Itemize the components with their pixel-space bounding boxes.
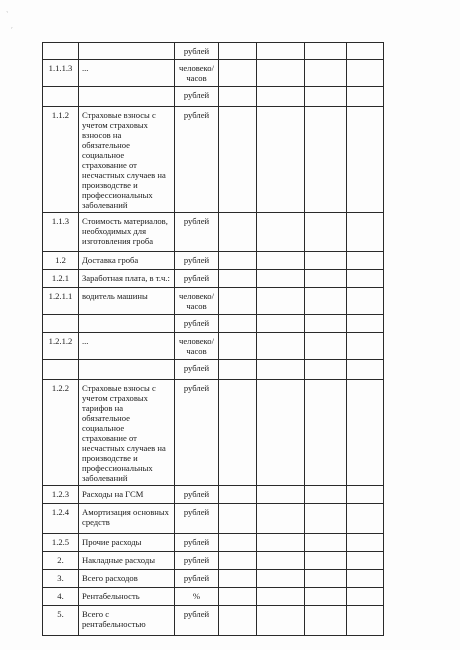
value-cell bbox=[305, 252, 347, 270]
scan-mark: ˏ bbox=[10, 22, 13, 29]
table-row bbox=[43, 270, 384, 288]
value-cell bbox=[257, 107, 305, 213]
value-cell bbox=[305, 588, 347, 606]
value-cell bbox=[219, 606, 257, 636]
item-name-cell: ... bbox=[79, 333, 175, 360]
value-cell bbox=[219, 380, 257, 486]
table-row bbox=[43, 43, 384, 60]
value-cell bbox=[347, 43, 384, 60]
value-cell bbox=[219, 333, 257, 360]
unit-cell: рублей bbox=[175, 270, 219, 288]
row-number-cell: 3. bbox=[43, 570, 79, 588]
value-cell bbox=[257, 606, 305, 636]
unit-cell: рублей bbox=[175, 504, 219, 534]
value-cell bbox=[305, 213, 347, 252]
row-number-cell: 1.1.2 bbox=[43, 107, 79, 213]
scan-mark: ˎ bbox=[6, 6, 9, 13]
row-number-cell: 1.2.3 bbox=[43, 486, 79, 504]
value-cell bbox=[219, 270, 257, 288]
value-cell bbox=[219, 213, 257, 252]
value-cell bbox=[347, 315, 384, 333]
value-cell bbox=[347, 380, 384, 486]
value-cell bbox=[347, 486, 384, 504]
value-cell bbox=[219, 534, 257, 552]
cost-estimate-table bbox=[42, 42, 384, 636]
value-cell bbox=[305, 107, 347, 213]
value-cell bbox=[257, 60, 305, 87]
value-cell bbox=[257, 315, 305, 333]
unit-cell: рублей bbox=[175, 360, 219, 380]
unit-cell: % bbox=[175, 588, 219, 606]
value-cell bbox=[257, 380, 305, 486]
value-cell bbox=[219, 552, 257, 570]
value-cell bbox=[219, 107, 257, 213]
value-cell bbox=[347, 60, 384, 87]
item-name-cell: Амортизация основных средств bbox=[79, 504, 175, 534]
table-row bbox=[43, 606, 384, 636]
unit-cell: рублей bbox=[175, 213, 219, 252]
row-number-cell: 1.2.5 bbox=[43, 534, 79, 552]
value-cell bbox=[257, 333, 305, 360]
value-cell bbox=[257, 504, 305, 534]
value-cell bbox=[347, 252, 384, 270]
row-number-cell bbox=[43, 43, 79, 60]
value-cell bbox=[347, 552, 384, 570]
item-name-cell: Доставка гроба bbox=[79, 252, 175, 270]
value-cell bbox=[305, 534, 347, 552]
row-number-cell bbox=[43, 87, 79, 107]
table-row bbox=[43, 288, 384, 315]
value-cell bbox=[257, 87, 305, 107]
table-row bbox=[43, 315, 384, 333]
value-cell bbox=[257, 252, 305, 270]
unit-cell: рублей bbox=[175, 534, 219, 552]
value-cell bbox=[219, 588, 257, 606]
value-cell bbox=[305, 288, 347, 315]
value-cell bbox=[305, 43, 347, 60]
value-cell bbox=[305, 60, 347, 87]
table-row bbox=[43, 486, 384, 504]
item-name-cell: Всего с рентабельностью bbox=[79, 606, 175, 636]
item-name-cell: ... bbox=[79, 60, 175, 87]
table-row bbox=[43, 252, 384, 270]
value-cell bbox=[219, 60, 257, 87]
row-number-cell: 5. bbox=[43, 606, 79, 636]
value-cell bbox=[305, 504, 347, 534]
table-row bbox=[43, 552, 384, 570]
row-number-cell: 1.2.1.1 bbox=[43, 288, 79, 315]
value-cell bbox=[257, 43, 305, 60]
value-cell bbox=[305, 486, 347, 504]
table-row bbox=[43, 60, 384, 87]
value-cell bbox=[347, 504, 384, 534]
table-row bbox=[43, 504, 384, 534]
value-cell bbox=[257, 570, 305, 588]
value-cell bbox=[257, 213, 305, 252]
unit-cell: рублей bbox=[175, 380, 219, 486]
value-cell bbox=[219, 570, 257, 588]
unit-cell: человеко/ часов bbox=[175, 60, 219, 87]
table-row bbox=[43, 534, 384, 552]
value-cell bbox=[219, 43, 257, 60]
value-cell bbox=[347, 107, 384, 213]
value-cell bbox=[305, 270, 347, 288]
value-cell bbox=[305, 380, 347, 486]
unit-cell: рублей bbox=[175, 87, 219, 107]
item-name-cell: Прочие расходы bbox=[79, 534, 175, 552]
value-cell bbox=[347, 534, 384, 552]
item-name-cell: Страховые взносы с учетом страховых тарифов на обязательное социальное страхование от несчастных случаев на производстве и профессиональных заболеваний bbox=[79, 380, 175, 486]
row-number-cell: 1.1.1.3 bbox=[43, 60, 79, 87]
row-number-cell: 1.2 bbox=[43, 252, 79, 270]
table-row bbox=[43, 87, 384, 107]
value-cell bbox=[219, 315, 257, 333]
unit-cell: рублей bbox=[175, 43, 219, 60]
value-cell bbox=[257, 288, 305, 315]
row-number-cell: 1.2.4 bbox=[43, 504, 79, 534]
unit-cell: рублей bbox=[175, 552, 219, 570]
row-number-cell: 1.1.3 bbox=[43, 213, 79, 252]
item-name-cell bbox=[79, 315, 175, 333]
item-name-cell: Всего расходов bbox=[79, 570, 175, 588]
value-cell bbox=[347, 270, 384, 288]
item-name-cell: Страховые взносы с учетом страховых взносов на обязательное социальное страхование от несчастных случаев на производстве и профессиональных заболеваний bbox=[79, 107, 175, 213]
value-cell bbox=[257, 360, 305, 380]
unit-cell: рублей bbox=[175, 486, 219, 504]
item-name-cell: Заработная плата, в т.ч.: bbox=[79, 270, 175, 288]
unit-cell: рублей bbox=[175, 252, 219, 270]
unit-cell: рублей bbox=[175, 606, 219, 636]
table-row bbox=[43, 570, 384, 588]
value-cell bbox=[347, 213, 384, 252]
item-name-cell bbox=[79, 87, 175, 107]
item-name-cell bbox=[79, 360, 175, 380]
unit-cell: рублей bbox=[175, 315, 219, 333]
unit-cell: человеко/ часов bbox=[175, 333, 219, 360]
table-body bbox=[43, 43, 384, 636]
row-number-cell: 4. bbox=[43, 588, 79, 606]
table-row bbox=[43, 360, 384, 380]
row-number-cell: 1.2.1 bbox=[43, 270, 79, 288]
value-cell bbox=[219, 504, 257, 534]
value-cell bbox=[347, 588, 384, 606]
table-row bbox=[43, 333, 384, 360]
item-name-cell bbox=[79, 43, 175, 60]
unit-cell: человеко/ часов bbox=[175, 288, 219, 315]
value-cell bbox=[257, 486, 305, 504]
value-cell bbox=[305, 552, 347, 570]
value-cell bbox=[305, 87, 347, 107]
value-cell bbox=[347, 606, 384, 636]
value-cell bbox=[257, 552, 305, 570]
value-cell bbox=[219, 252, 257, 270]
unit-cell: рублей bbox=[175, 570, 219, 588]
value-cell bbox=[219, 288, 257, 315]
value-cell bbox=[347, 87, 384, 107]
table-row bbox=[43, 107, 384, 213]
table-row bbox=[43, 380, 384, 486]
row-number-cell bbox=[43, 360, 79, 380]
value-cell bbox=[305, 333, 347, 360]
row-number-cell: 2. bbox=[43, 552, 79, 570]
value-cell bbox=[305, 570, 347, 588]
value-cell bbox=[257, 270, 305, 288]
item-name-cell: Стоимость материалов, необходимых для изготовления гроба bbox=[79, 213, 175, 252]
table-row bbox=[43, 213, 384, 252]
value-cell bbox=[219, 360, 257, 380]
value-cell bbox=[347, 333, 384, 360]
value-cell bbox=[257, 588, 305, 606]
table-row bbox=[43, 588, 384, 606]
value-cell bbox=[219, 87, 257, 107]
value-cell bbox=[347, 570, 384, 588]
row-number-cell bbox=[43, 315, 79, 333]
value-cell bbox=[305, 606, 347, 636]
value-cell bbox=[347, 360, 384, 380]
value-cell bbox=[219, 486, 257, 504]
row-number-cell: 1.2.2 bbox=[43, 380, 79, 486]
value-cell bbox=[305, 315, 347, 333]
value-cell bbox=[347, 288, 384, 315]
item-name-cell: Рентабельность bbox=[79, 588, 175, 606]
row-number-cell: 1.2.1.2 bbox=[43, 333, 79, 360]
value-cell bbox=[305, 360, 347, 380]
item-name-cell: Накладные расходы bbox=[79, 552, 175, 570]
item-name-cell: Расходы на ГСМ bbox=[79, 486, 175, 504]
value-cell bbox=[257, 534, 305, 552]
item-name-cell: водитель машины bbox=[79, 288, 175, 315]
unit-cell: рублей bbox=[175, 107, 219, 213]
